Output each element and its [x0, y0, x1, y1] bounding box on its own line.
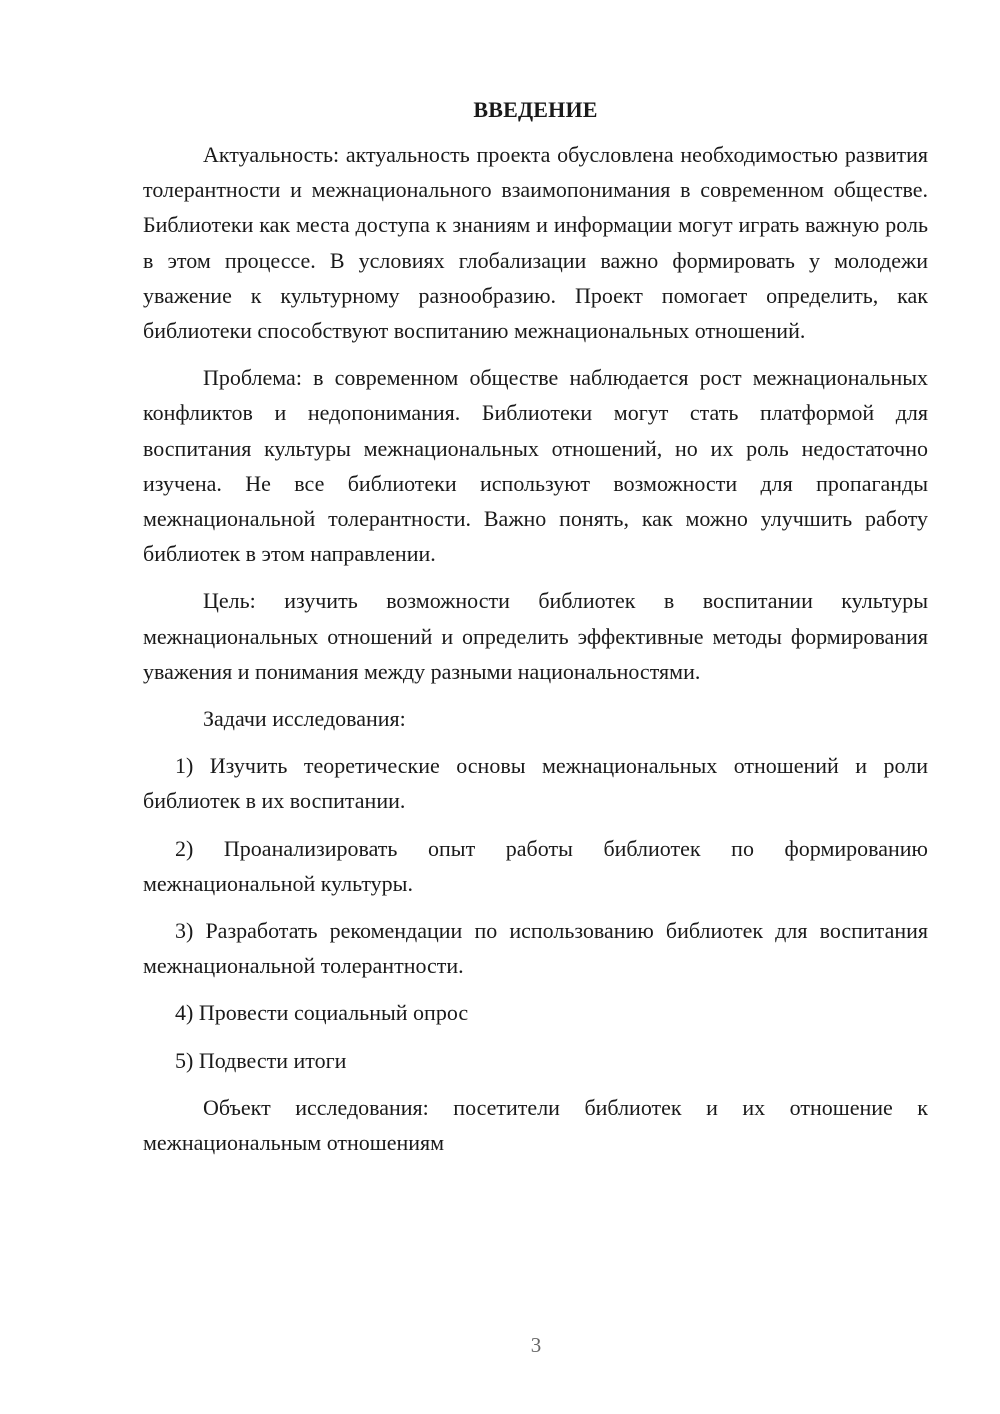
- task-item: 3) Разработать рекомендации по использованию библиотек для воспитания межнациональной толерантности.: [143, 918, 928, 979]
- task-item: 1) Изучить теоретические основы межнациональных отношений и роли библиотек в их воспитании.: [143, 753, 928, 814]
- task-item: 5) Подвести итоги: [175, 1047, 347, 1073]
- object-paragraph: Объект исследования: посетители библиотек и их отношение к межнациональным отношениям: [143, 1094, 928, 1156]
- task-item: 2) Проанализировать опыт работы библиотек по формированию межнациональной культуры.: [143, 835, 928, 896]
- relevance-paragraph: Актуальность: актуальность проекта обусловлена необходимостью развития толерантности и межнационального взаимопонимания в современном обществе. Библиотеки как места доступа к знаниям и информации могут играть важную роль в этом процессе. В условиях глобализации важно формировать у молодежи уважение к культурному разнообразию. Проект помогает определить, как библиотеки способствуют воспитанию межнациональных отношений.: [143, 142, 928, 344]
- section-title: ВВЕДЕНИЕ: [473, 97, 598, 122]
- page-number: 3: [530, 1333, 542, 1357]
- task-item: 4) Провести социальный опрос: [175, 1000, 469, 1026]
- document-page: [143, 92, 928, 1160]
- goal-paragraph: Цель: изучить возможности библиотек в воспитании культуры межнациональных отношений и определить эффективные методы формирования уважения и понимания между разными национальностями.: [143, 588, 928, 684]
- problem-paragraph: Проблема: в современном обществе наблюдается рост межнациональных конфликтов и недопонимания. Библиотеки могут стать платформой для воспитания культуры межнациональных отношений, но их роль недостаточно изучена. Не все библиотеки используют возможности для пропаганды межнациональной толерантности. Важно понять, как можно улучшить работу библиотек в этом направлении.: [143, 365, 928, 567]
- tasks-heading: Задачи исследования:: [203, 706, 406, 732]
